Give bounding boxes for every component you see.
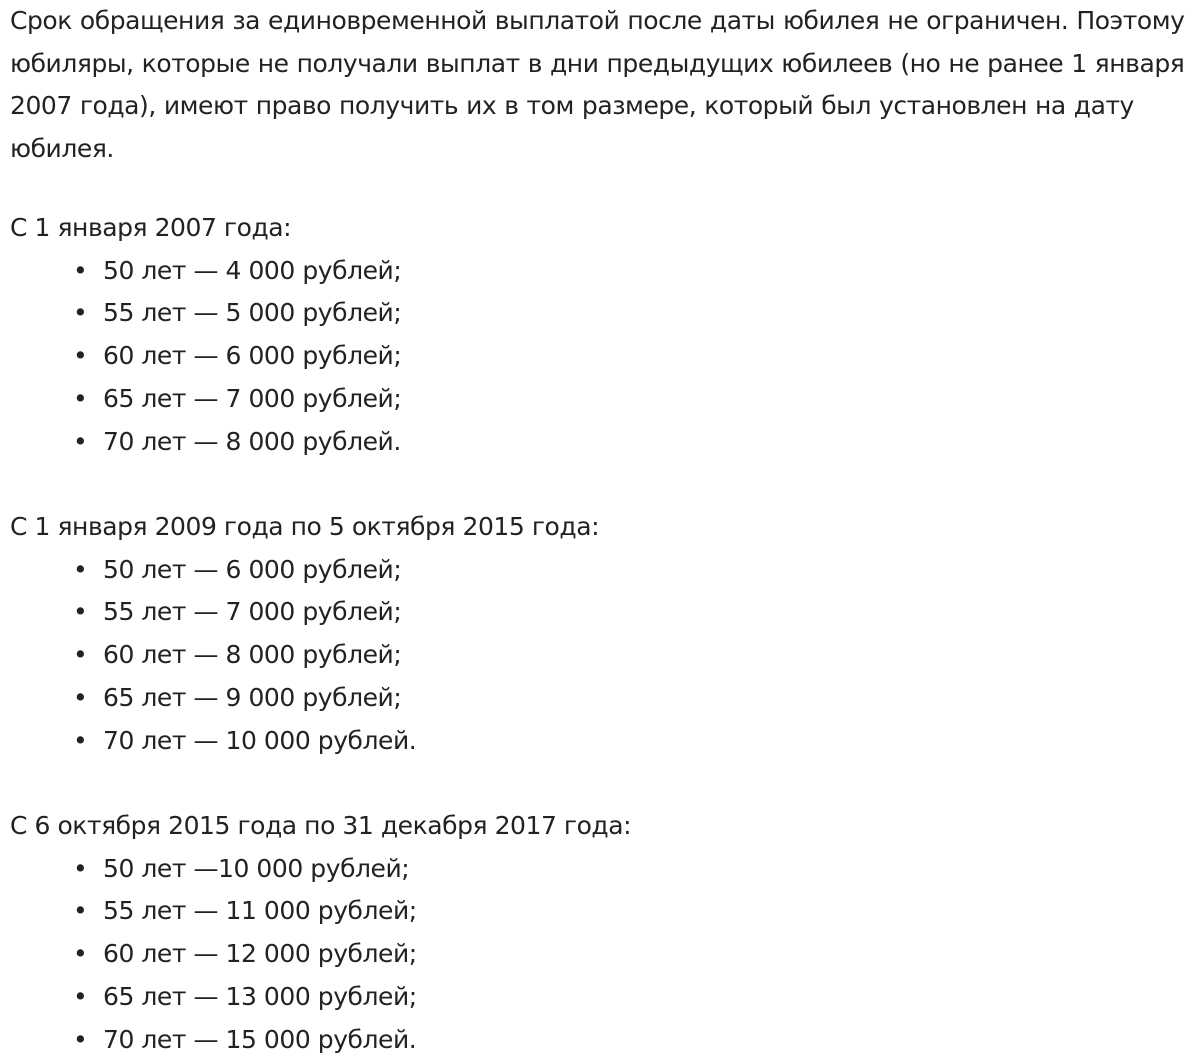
intro-line: юбилея. <box>10 134 114 164</box>
amount-list <box>10 848 631 1061</box>
bullet-icon: • <box>73 981 88 1011</box>
list-item-text: 60 лет — 6 000 рублей; <box>103 341 402 371</box>
section-heading: С 6 октября 2015 года по 31 декабря 2017 года: <box>10 811 632 840</box>
list-item-text: 60 лет — 12 000 рублей; <box>103 939 417 969</box>
list-item <box>10 848 631 891</box>
list-item-text: 70 лет — 8 000 рублей. <box>103 426 401 456</box>
list-item <box>10 720 599 763</box>
bullet-icon: • <box>73 682 88 712</box>
list-item-text: 70 лет — 10 000 рублей. <box>103 725 417 755</box>
list-item-text: 50 лет — 4 000 рублей; <box>103 255 402 285</box>
section-heading: С 1 января 2009 года по 5 октября 2015 года: <box>10 512 600 541</box>
amount-list <box>10 549 599 763</box>
bullet-icon: • <box>73 896 88 926</box>
list-item-text: 70 лет — 15 000 рублей. <box>103 1024 417 1054</box>
list-item <box>10 634 599 677</box>
bullet-icon: • <box>73 725 88 755</box>
list-item <box>10 1019 631 1061</box>
list-item <box>10 591 599 634</box>
list-item-text: 65 лет — 13 000 рублей; <box>103 981 417 1011</box>
list-item <box>10 292 401 335</box>
bullet-icon: • <box>73 383 88 413</box>
intro-line: юбиляры, которые не получали выплат в дни предыдущих юбилеев (но не ранее 1 января <box>10 48 1185 78</box>
bullet-icon: • <box>73 554 88 584</box>
list-item <box>10 250 401 293</box>
intro-line: Срок обращения за единовременной выплатой после даты юбилея не ограничен. Поэтому <box>10 6 1185 35</box>
payment-section-2007 <box>10 207 401 463</box>
bullet-icon: • <box>73 853 88 883</box>
list-item <box>10 677 599 720</box>
list-item-text: 50 лет — 6 000 рублей; <box>103 554 402 584</box>
bullet-icon: • <box>73 255 88 285</box>
payment-section-2009-2015 <box>10 506 599 762</box>
list-item-text: 55 лет — 5 000 рублей; <box>103 298 402 328</box>
list-item-text: 65 лет — 9 000 рублей; <box>103 682 402 712</box>
bullet-icon: • <box>73 640 88 670</box>
list-item <box>10 378 401 421</box>
section-heading: С 1 января 2007 года: <box>10 213 292 242</box>
list-item <box>10 421 401 464</box>
bullet-icon: • <box>73 298 88 328</box>
article-body <box>10 0 1195 1054</box>
list-item-text: 60 лет — 8 000 рублей; <box>103 640 402 670</box>
list-item <box>10 976 631 1019</box>
list-item <box>10 933 631 976</box>
intro-paragraph <box>10 0 1195 171</box>
bullet-icon: • <box>73 597 88 627</box>
list-item <box>10 890 631 933</box>
bullet-icon: • <box>73 426 88 456</box>
bullet-icon: • <box>73 1024 88 1054</box>
payment-section-2015-2017 <box>10 805 631 1061</box>
list-item-text: 65 лет — 7 000 рублей; <box>103 383 402 413</box>
list-item <box>10 335 401 378</box>
amount-list <box>10 250 401 464</box>
list-item <box>10 549 599 592</box>
bullet-icon: • <box>73 939 88 969</box>
list-item-text: 50 лет —10 000 рублей; <box>103 853 410 883</box>
list-item-text: 55 лет — 11 000 рублей; <box>103 896 417 926</box>
list-item-text: 55 лет — 7 000 рублей; <box>103 597 402 627</box>
intro-line: 2007 года), имеют право получить их в том размере, который был установлен на дату <box>10 91 1134 121</box>
bullet-icon: • <box>73 341 88 371</box>
